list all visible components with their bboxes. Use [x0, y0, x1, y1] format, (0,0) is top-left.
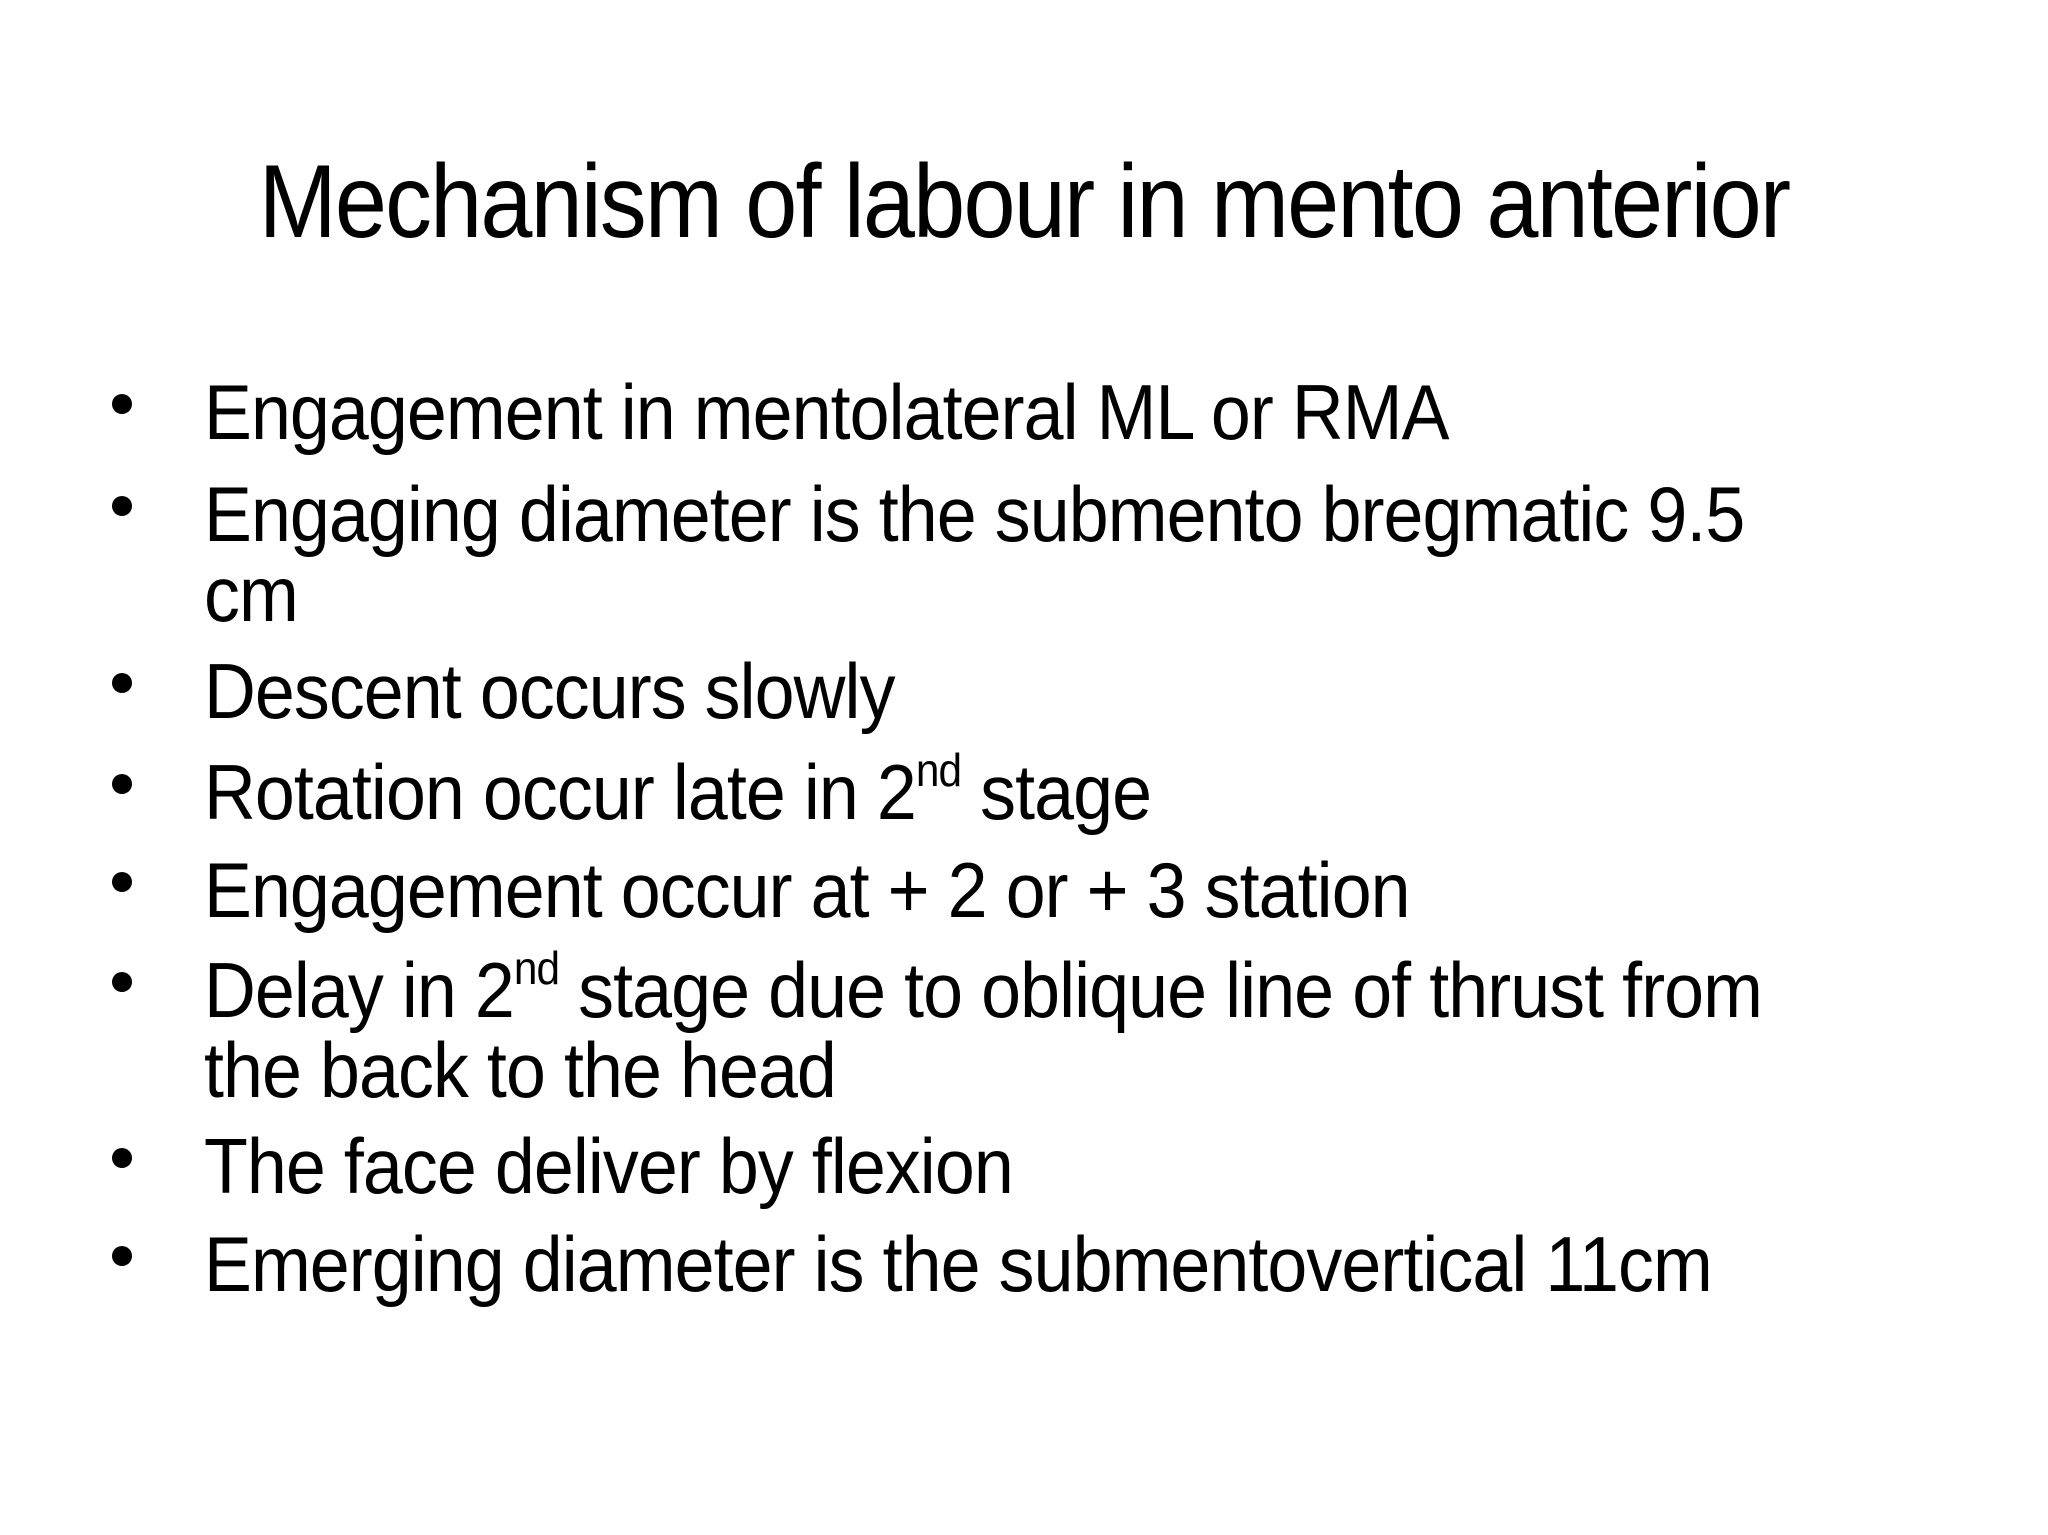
bullet-dot-icon [112, 1246, 132, 1266]
bullet-text [204, 744, 1860, 836]
bullet-dot-icon [112, 774, 132, 794]
bullet-dot-icon [112, 872, 132, 892]
bullet-text [204, 942, 1860, 1114]
slide-title: Mechanism of labour in mento anterior [258, 144, 1790, 260]
bullet-text: Emerging diameter is the submentovertical 11cm [204, 1220, 1712, 1308]
bullet-text: Descent occurs slowly [204, 647, 895, 735]
bullet-text-part: Delay in 2 [204, 946, 514, 1034]
bullet-dot-icon [112, 972, 132, 992]
bullet-text: Engagement occur at + 2 or + 3 station [204, 846, 1410, 934]
bullet-text: Engaging diameter is the submento bregmatic 9.5 cm [204, 470, 1745, 638]
bullet-text-part: stage [961, 748, 1152, 836]
bullet-dot-icon [112, 1148, 132, 1168]
bullet-text-part: Rotation occur late in 2 [204, 748, 916, 836]
bullet-text: The face deliver by flexion [204, 1122, 1013, 1210]
ordinal-superscript: nd [915, 744, 962, 796]
ordinal-superscript: nd [513, 942, 560, 994]
bullet-dot-icon [112, 496, 132, 516]
bullet-text: Engagement in mentolateral ML or RMA [204, 368, 1449, 456]
bullet-dot-icon [112, 673, 132, 693]
bullet-text-part: stage due to oblique line of thrust from the back to the head [204, 946, 1763, 1114]
bullet-dot-icon [112, 394, 132, 414]
